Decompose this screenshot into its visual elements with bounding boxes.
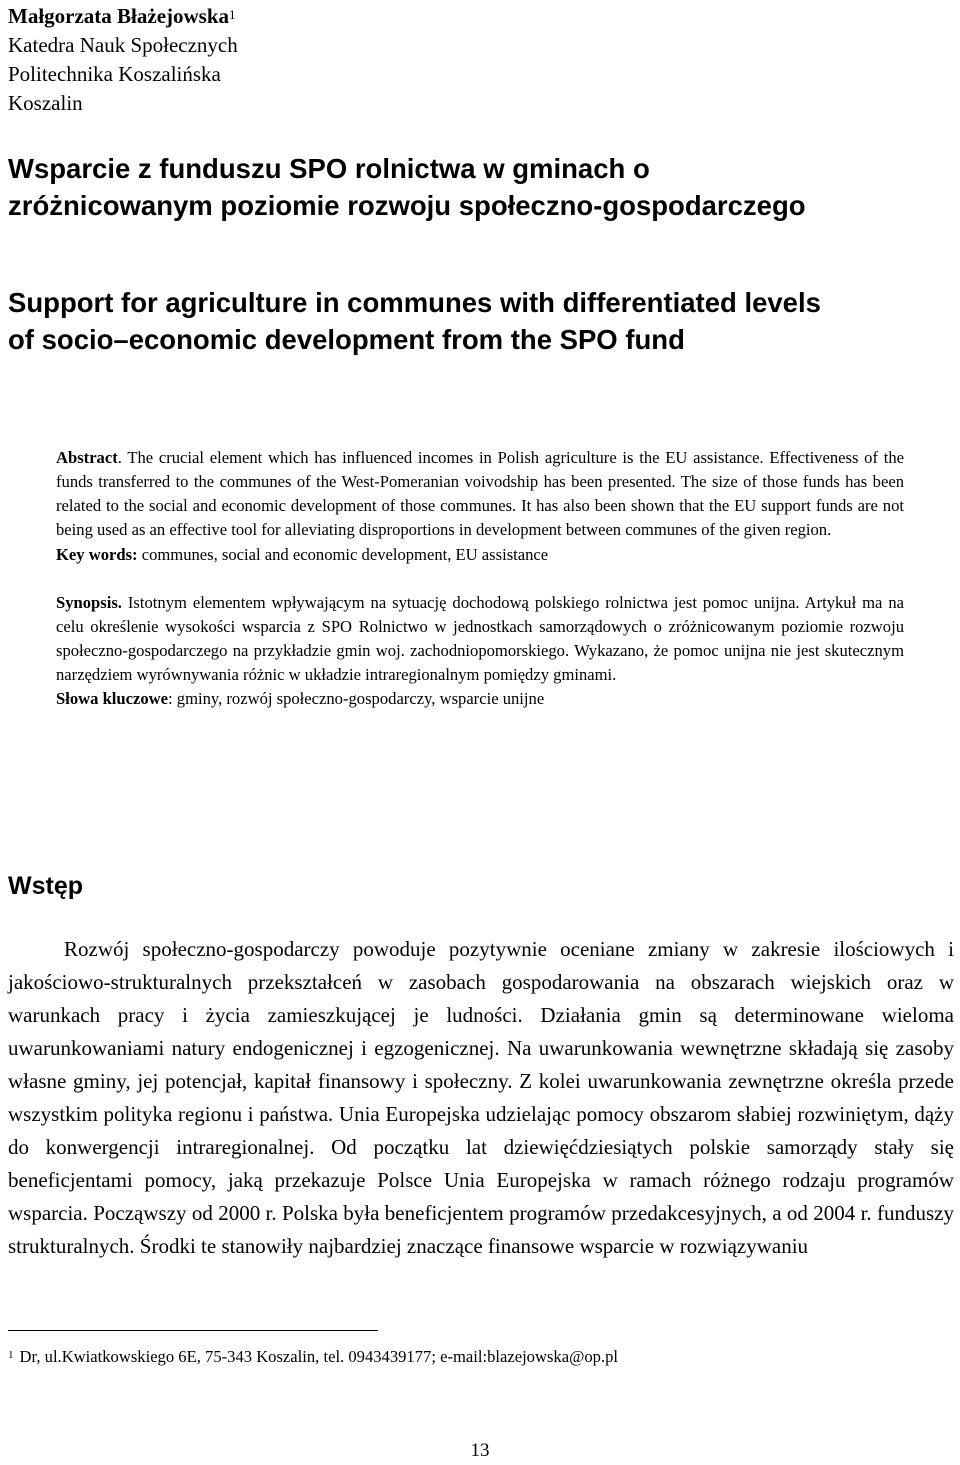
author-block <box>8 2 238 118</box>
title-english-line-2: of socio–economic development from the SPO fund <box>8 324 685 355</box>
abstract-paragraph <box>56 446 904 542</box>
abstract-label: Abstract <box>56 448 118 467</box>
author-department: Katedra Nauk Społecznych <box>8 33 238 57</box>
synopsis-keywords-label: Słowa kluczowe <box>56 689 169 708</box>
title-english <box>8 284 953 358</box>
footnote <box>8 1346 618 1368</box>
author-name-text: Małgorzata Błażejowska <box>8 4 230 28</box>
footnote-divider <box>8 1330 378 1331</box>
body-paragraph-text: Rozwój społeczno-gospodarczy powoduje pozytywnie oceniane zmiany w zakresie ilościowych i jakościowo-strukturalnych przekształceń w zasobach gospodarowania na obszarach wiejskich oraz w warunkach pracy i życia zamieszkującej je ludności. Działania gmin są determinowane wieloma uwarunkowaniami natury endogenicznej i egzogenicznej. Na uwarunkowania wewnętrzne składają się zasoby własne gminy, jej potencjał, kapitał finansowy i społeczny. Z kolei uwarunkowania zewnętrzne określa przede wszystkim polityka regionu i państwa. Unia Europejska udzielając pomocy obszarom słabiej rozwiniętym, dąży do konwergencji intraregionalnej. Od początku lat dziewięćdziesiątych polskie samorządy stały się beneficjentami pomocy, jaką przekazuje Polsce Unia Europejska w ramach różnego rodzaju programów wsparcia. Począwszy od 2000 r. Polska była beneficjentem programów przedakcesyjnych, a od 2004 r. funduszy strukturalnych. Środki te stanowiły najbardziej znaczące finansowe wsparcie w rozwiązywaniu <box>8 937 954 1258</box>
page-number: 13 <box>470 1440 490 1461</box>
author-city: Koszalin <box>8 91 83 115</box>
synopsis-label: Synopsis. <box>56 593 122 612</box>
body-paragraph <box>8 933 954 1263</box>
abstract-keywords-text: communes, social and economic development, EU assistance <box>137 545 549 564</box>
abstract-text: . The crucial element which has influenced incomes in Polish agriculture is the EU assistance. Effectiveness of the funds transferred to the communes of the West-Pomeranian voivodship has been presented. The size of those funds has been related to the social and economic development of those communes. It has also been shown that the EU support funds are not being used as an effective tool for alleviating disproportions in development between communes of the given region. <box>56 448 904 539</box>
title-polish-line-1: Wsparcie z funduszu SPO rolnictwa w gminach o <box>8 153 650 184</box>
footnote-text: Dr, ul.Kwiatkowskiego 6E, 75-343 Koszalin, tel. 0943439177; e-mail:blazejowska@op.pl <box>19 1347 619 1366</box>
abstract-keywords <box>56 543 904 567</box>
synopsis-paragraph <box>56 591 904 687</box>
title-polish <box>8 150 953 224</box>
abstract-keywords-label: Key words: <box>56 545 138 564</box>
section-heading: Wstęp <box>8 872 83 900</box>
author-university: Politechnika Koszalińska <box>8 62 221 86</box>
synopsis-keywords-text: : gminy, rozwój społeczno-gospodarczy, wsparcie unijne <box>168 689 545 708</box>
footnote-marker: 1 <box>8 1349 14 1361</box>
title-polish-line-2: zróżnicowanym poziomie rozwoju społeczno-gospodarczego <box>8 190 806 221</box>
author-name <box>8 2 238 31</box>
author-footnote-marker: 1 <box>229 7 236 22</box>
abstract-block <box>56 446 904 711</box>
synopsis-keywords <box>56 687 904 711</box>
synopsis-text: Istotnym elementem wpływającym na sytuację dochodową polskiego rolnictwa jest pomoc unijna. Artykuł ma na celu określenie wysokości wsparcia z SPO Rolnictwo w jednostkach samorządowych o zróżnicowanym poziomie rozwoju społeczno-gospodarczego na przykładzie gmin woj. zachodniopomorskiego. Wykazano, że pomoc unijna nie jest skutecznym narzędziem wyrównywania różnic w układzie intraregionalnym pomiędzy gminami. <box>56 593 904 684</box>
title-english-line-1: Support for agriculture in communes with differentiated levels <box>8 287 821 318</box>
